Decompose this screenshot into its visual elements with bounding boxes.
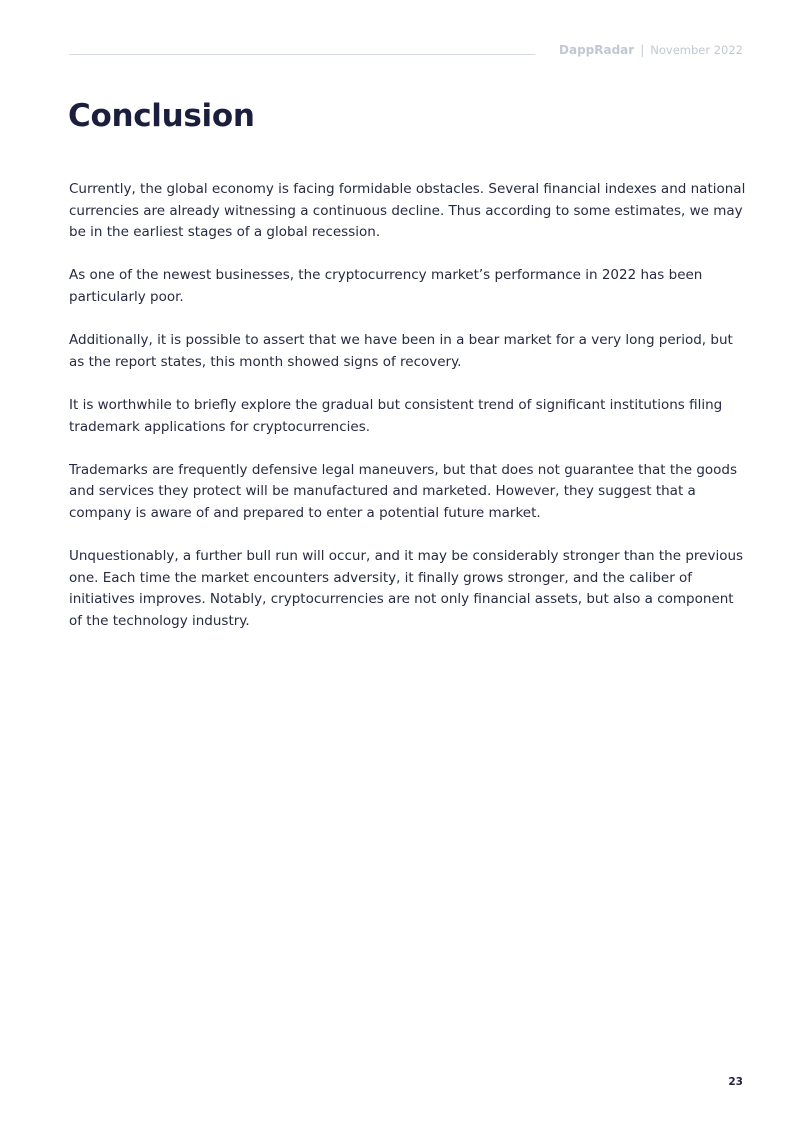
page-title: Conclusion xyxy=(68,98,255,134)
page-number: 23 xyxy=(728,1076,743,1088)
paragraph: It is worthwhile to briefly explore the gradual but consistent trend of significant institutions filing trademark applications for cryptocurrencies. xyxy=(69,396,723,435)
paragraph: Trademarks are frequently defensive legal maneuvers, but that does not guarantee that the goods and services they protect will be manufactured and marketed. However, they suggest that a company is aware of and prepared to enter a potential future market. xyxy=(69,461,738,521)
paragraph: Unquestionably, a further bull run will occur, and it may be considerably stronger than the previous one. Each time the market encounters adversity, it finally grows stronger, and the caliber of initiatives improves. Notably, cryptocurrencies are not only financial assets, but also a component of the technology industry. xyxy=(69,548,744,629)
body-text xyxy=(69,179,749,654)
header-meta xyxy=(559,43,743,57)
header-date: November 2022 xyxy=(650,43,743,57)
header-separator: | xyxy=(640,43,645,57)
header-brand: DappRadar xyxy=(559,43,635,57)
paragraph: Additionally, it is possible to assert that we have been in a bear market for a very long period, but as the report states, this month showed signs of recovery. xyxy=(69,332,733,370)
header-divider xyxy=(69,54,535,55)
paragraph: As one of the newest businesses, the cryptocurrency market’s performance in 2022 has been particularly poor. xyxy=(69,267,703,305)
paragraph: Currently, the global economy is facing formidable obstacles. Several financial indexes and national currencies are already witnessing a continuous decline. Thus according to some estimates, we may be in the earliest stages of a global recession. xyxy=(69,181,746,241)
